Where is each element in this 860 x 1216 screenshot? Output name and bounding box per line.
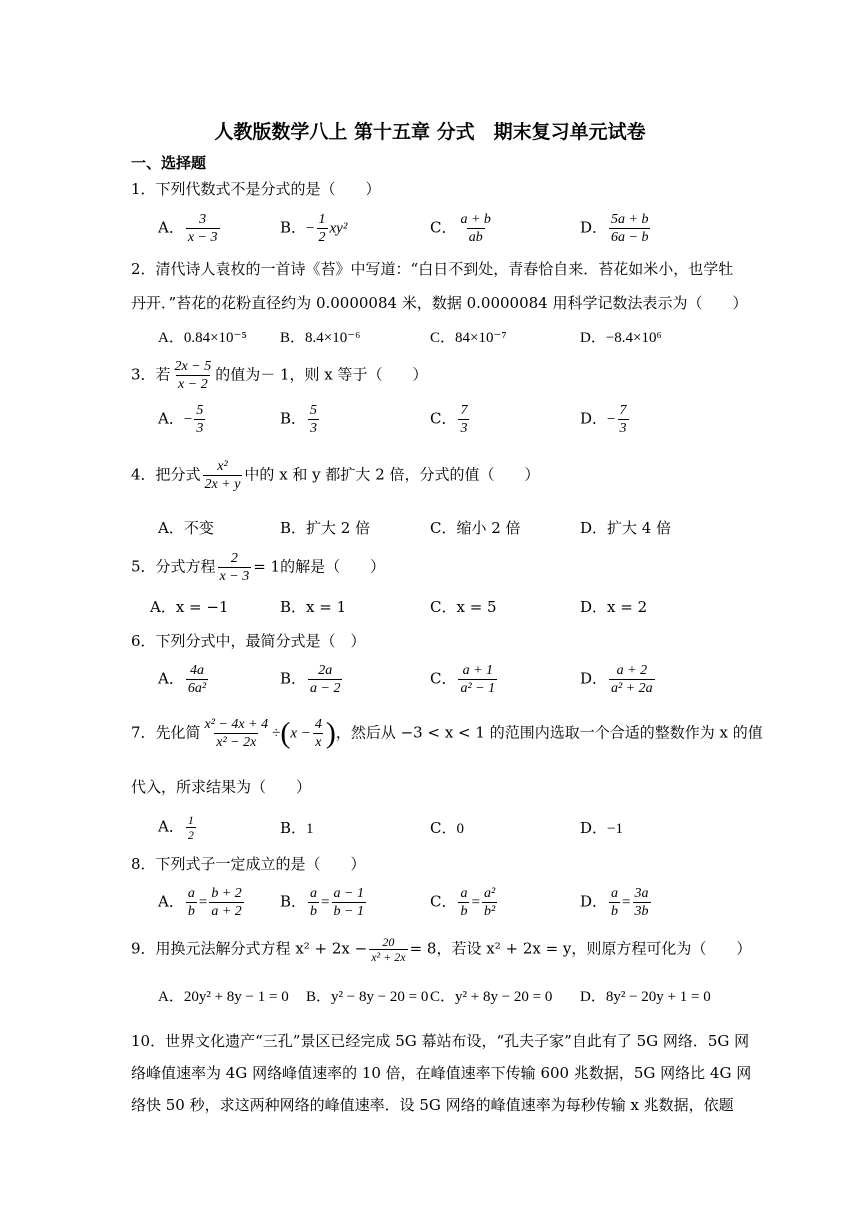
q4-option-c: C．缩小 2 倍 [430, 519, 521, 537]
q8-option-d: D． $\frac{a}{b}$ = $\frac{3a}{3b}$ [580, 886, 649, 919]
question-10-line-1: 10．世界文化遗产“三孔”景区已经完成 5G 幕站布设，“孔夫子家”自此有了 5G 网络．5G 网 [131, 1032, 750, 1050]
q3-b-fraction: $\frac{5}{3}$ [310, 403, 318, 436]
question-7-stem: 7．先化简 $\frac{\text{x² − 4x + 4}}{\text{x² − 2x}}$ ÷(x − $\frac{4}{x}$ )，然后从 −3 < x < 1 的范围内选取一个合适的整数作为 x 的值 [131, 716, 763, 750]
q1-option-d: D． $\frac{5a + b}{6a - b}$ [580, 212, 649, 245]
right-paren: ) [325, 716, 336, 750]
q5-option-a: A．x = −1 [150, 598, 229, 616]
q3-c-fraction: $\frac{7}{3}$ [460, 403, 468, 436]
q7-fraction: $\frac{\text{x² − 4x + 4}}{\text{x² − 2x}}$ [204, 717, 269, 750]
q1-option-a: A． $\frac{3}{x - 3}$ [158, 212, 218, 245]
q9-option-b: B．y² − 8y − 20 = 0 [306, 989, 429, 1005]
question-7-line-2: 代入，所求结果为（ ） [131, 778, 312, 796]
question-6-stem: 6．下列分式中，最简分式是（ ） [131, 632, 366, 650]
question-2-line-2: 丹开．”苔花的花粉直径约为 0.0000084 米，数据 0.0000084 用科学记数法表示为（ ） [131, 294, 748, 312]
left-paren: ( [280, 716, 291, 750]
q9-fraction: $\frac{20}{\text{x² + 2x}}$ [371, 935, 406, 964]
q7-option-c: C．0 [430, 819, 464, 837]
q3-option-c: C． $\frac{7}{3}$ [430, 403, 468, 436]
q1-c-fraction: $\frac{a + b}{ab}$ [460, 212, 491, 245]
q8-d-left: $\frac{a}{b}$ [611, 886, 619, 919]
q7-inner-fraction: $\frac{4}{x}$ [314, 717, 322, 750]
q7-option-d: D．−1 [580, 819, 623, 837]
q3-a-fraction: $\frac{5}{3}$ [196, 403, 204, 436]
q7-option-b: B．1 [280, 819, 314, 837]
question-10-line-3: 络快 50 秒，求这两种网络的峰值速率．设 5G 网络的峰值速率为每秒传输 x 兆数据，依题 [131, 1096, 734, 1114]
q8-option-b: B． $\frac{a}{b}$ = $\frac{a - 1}{b - 1}$ [280, 886, 364, 919]
q8-option-c: C． $\frac{a}{b}$ = $\frac{\text{a²}}{\text{b²}}$ [430, 886, 496, 919]
q2-option-b: B．8.4×10⁻⁶ [280, 330, 361, 346]
q1-b-fraction: $\frac{1}{2}$ [318, 212, 326, 245]
q2-option-a: A．0.84×10⁻⁵ [158, 330, 247, 346]
question-10-line-2: 络峰值速率为 4G 网络峰值速率的 10 倍，在峰值速率下传输 600 兆数据，5G 网络比 4G 网 [131, 1064, 752, 1082]
q6-b-fraction: $\frac{2a}{a - 2}$ [310, 663, 341, 696]
q4-fraction: $\frac{\text{x²}}{2x + y}$ [204, 459, 241, 492]
q8-b-right: $\frac{a - 1}{b - 1}$ [333, 886, 364, 919]
q1-option-c: C． $\frac{a + b}{ab}$ [430, 212, 491, 245]
q1-option-b: B．− $\frac{1}{2}$ xy² [280, 212, 348, 245]
q8-a-right: $\frac{b + 2}{a + 2}$ [211, 886, 242, 919]
q2-option-d: D．−8.4×10⁶ [580, 330, 662, 346]
q8-c-left: $\frac{a}{b}$ [460, 886, 468, 919]
q5-fraction: $\frac{2}{x - 3}$ [219, 551, 250, 584]
q6-option-d: D． $\frac{a + 2}{\text{a² + 2a}}$ [580, 663, 653, 696]
question-1-stem: 1．下列代数式不是分式的是（ ） [131, 180, 381, 198]
question-3-stem: 3．若 $\frac{2x - 5}{x - 2}$ 的值为－ 1，则 x 等于（ ） [131, 359, 428, 392]
q3-d-fraction: $\frac{7}{3}$ [619, 403, 627, 436]
question-2-line-1: 2．清代诗人袁枚的一首诗《苔》中写道：“白日不到处，青春恰自来．苔花如米小，也学牡 [131, 260, 734, 278]
q6-d-fraction: $\frac{a + 2}{\text{a² + 2a}}$ [611, 663, 653, 696]
q3-option-d: D．− $\frac{7}{3}$ [580, 403, 627, 436]
question-9-stem: 9．用换元法解分式方程 x² + 2x − $\frac{20}{\text{x² + 2x}}$ = 8，若设 x² + 2x = y，则原方程可化为（ ） [131, 935, 752, 964]
q9-option-a: A．20y² + 8y − 1 = 0 [158, 989, 289, 1005]
section-heading: 一、选择题 [131, 154, 207, 172]
page-title: 人教版数学八上 第十五章 分式 期末复习单元试卷 [214, 121, 646, 143]
q1-d-fraction: $\frac{5a + b}{6a - b}$ [611, 212, 649, 245]
q5-option-c: C．x = 5 [430, 598, 497, 616]
q1-a-fraction: $\frac{3}{x - 3}$ [187, 212, 218, 245]
q5-option-b: B．x = 1 [280, 598, 347, 616]
q8-option-a: A． $\frac{a}{b}$ = $\frac{b + 2}{a + 2}$ [158, 886, 242, 919]
q3-option-b: B． $\frac{5}{3}$ [280, 403, 318, 436]
question-5-stem: 5．分式方程 $\frac{2}{x - 3}$ = 1的解是（ ） [131, 551, 386, 584]
q7-a-fraction: $\frac{1}{2}$ [187, 813, 194, 842]
question-8-stem: 8．下列式子一定成立的是（ ） [131, 855, 366, 873]
q6-option-c: C． $\frac{a + 1}{\text{a² − 1}}$ [430, 663, 496, 696]
q7-option-a: A． $\frac{1}{2}$ [158, 813, 194, 842]
question-4-stem: 4．把分式 $\frac{\text{x²}}{2x + y}$ 中的 x 和 y 都扩大 2 倍，分式的值（ ） [131, 459, 540, 492]
q4-option-a: A．不变 [158, 519, 214, 537]
q4-option-b: B．扩大 2 倍 [280, 519, 371, 537]
q5-option-d: D．x = 2 [580, 598, 648, 616]
q8-d-right: $\frac{3a}{3b}$ [634, 886, 649, 919]
q3-option-a: A．− $\frac{5}{3}$ [158, 403, 204, 436]
q3-fraction: $\frac{2x - 5}{x - 2}$ [174, 359, 212, 392]
q6-a-fraction: $\frac{4a}{\text{6a²}}$ [187, 663, 207, 696]
q2-option-c: C．84×10⁻⁷ [430, 330, 507, 346]
q4-option-d: D．扩大 4 倍 [580, 519, 672, 537]
q6-option-b: B． $\frac{2a}{a - 2}$ [280, 663, 341, 696]
q9-option-d: D．8y² − 20y + 1 = 0 [580, 989, 711, 1005]
q6-c-fraction: $\frac{a + 1}{\text{a² − 1}}$ [460, 663, 496, 696]
q8-a-left: $\frac{a}{b}$ [187, 886, 195, 919]
q6-option-a: A． $\frac{4a}{\text{6a²}}$ [158, 663, 207, 696]
q8-c-right: $\frac{\text{a²}}{\text{b²}}$ [483, 886, 496, 919]
q9-option-c: C．y² + 8y − 20 = 0 [430, 989, 553, 1005]
q8-b-left: $\frac{a}{b}$ [310, 886, 318, 919]
